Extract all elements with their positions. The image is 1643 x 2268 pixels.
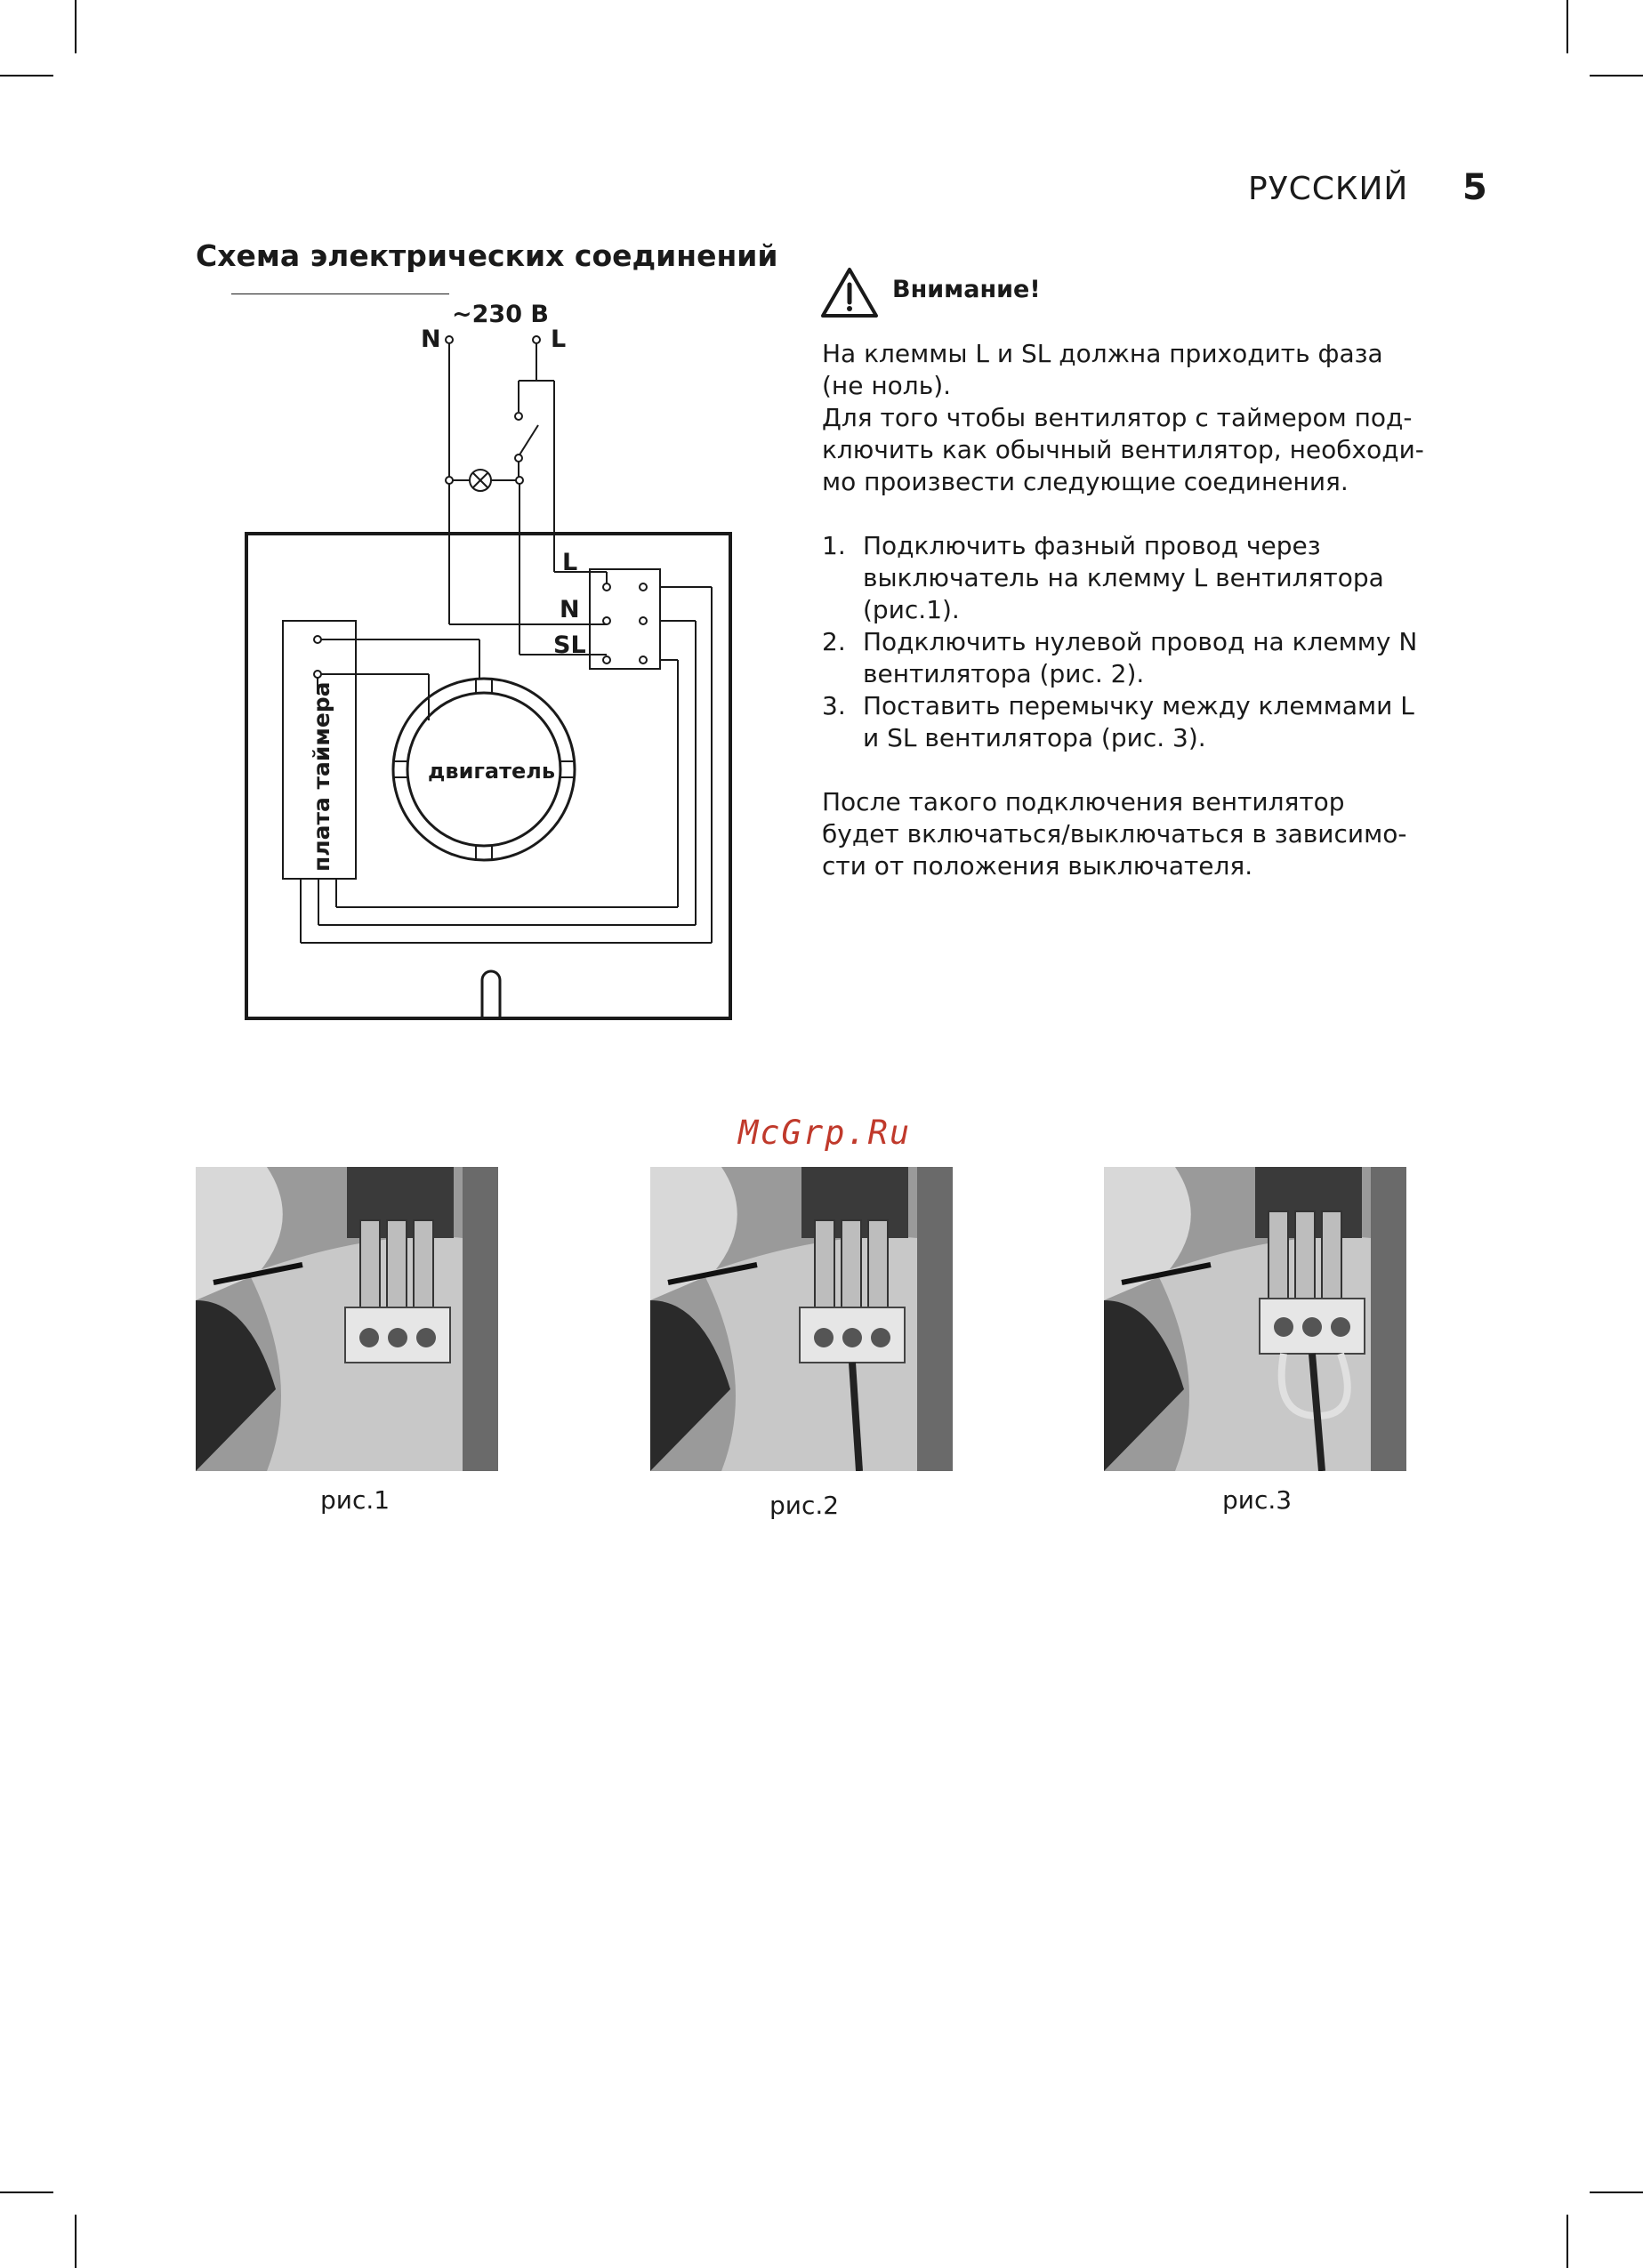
step-line: и SL вентилятора (рис. 3). bbox=[863, 723, 1206, 752]
photo-figure-1 bbox=[196, 1167, 498, 1471]
terminal-sl-label: SL bbox=[553, 631, 586, 659]
figure-caption: рис.3 bbox=[1222, 1485, 1293, 1515]
page-number: 5 bbox=[1462, 167, 1487, 208]
wiring-diagram bbox=[231, 294, 747, 1032]
warning-line: (не ноль). bbox=[822, 371, 952, 400]
conclusion-line: После такого подключения вентилятор bbox=[822, 787, 1345, 816]
section-title: Схема электрических соединений bbox=[196, 238, 778, 273]
crop-mark bbox=[75, 2215, 77, 2268]
step-line: вентилятора (рис. 2). bbox=[863, 659, 1145, 688]
photo-figure-3 bbox=[1104, 1167, 1406, 1471]
crop-mark bbox=[1566, 2215, 1568, 2268]
step-line: Поставить перемычку между клеммами L bbox=[863, 691, 1414, 720]
voltage-label: ~230 В bbox=[452, 301, 549, 328]
supply-n-label: N bbox=[421, 326, 441, 353]
conclusion-line: сти от положения выключателя. bbox=[822, 851, 1253, 881]
figure-caption: рис.2 bbox=[769, 1491, 840, 1520]
step-line: выключатель на клемму L вентилятора bbox=[863, 563, 1384, 592]
step-line: Подключить фазный провод через bbox=[863, 531, 1321, 560]
watermark: McGrp.Ru bbox=[738, 1114, 912, 1152]
warning-line: мо произвести следующие соединения. bbox=[822, 467, 1349, 496]
step-number: 2. bbox=[822, 627, 846, 656]
timer-board-label: плата таймера bbox=[309, 681, 334, 872]
crop-mark bbox=[75, 0, 77, 53]
crop-mark bbox=[0, 2192, 53, 2193]
warning-line: ключить как обычный вентилятор, необходи- bbox=[822, 435, 1424, 464]
crop-mark bbox=[1590, 75, 1643, 76]
photo-figure-2 bbox=[650, 1167, 953, 1471]
figure-caption: рис.1 bbox=[320, 1485, 391, 1515]
step-line: Подключить нулевой провод на клемму N bbox=[863, 627, 1418, 656]
step-number: 3. bbox=[822, 691, 846, 720]
warning-title: Внимание! bbox=[892, 276, 1041, 303]
crop-mark bbox=[0, 75, 53, 76]
crop-mark bbox=[1566, 0, 1568, 53]
warning-icon bbox=[820, 267, 879, 318]
supply-l-label: L bbox=[551, 326, 567, 353]
motor-label: двигатель bbox=[428, 759, 556, 784]
terminal-l-label: L bbox=[562, 549, 578, 576]
crop-mark bbox=[1590, 2192, 1643, 2193]
conclusion-line: будет включаться/выключаться в зависимо- bbox=[822, 819, 1407, 848]
step-line: (рис.1). bbox=[863, 595, 960, 624]
warning-line: Для того чтобы вентилятор с таймером под- bbox=[822, 403, 1413, 432]
terminal-n-label: N bbox=[560, 596, 580, 623]
header-language: РУССКИЙ bbox=[1248, 171, 1409, 207]
warning-line: На клеммы L и SL должна приходить фаза bbox=[822, 339, 1383, 368]
step-number: 1. bbox=[822, 531, 846, 560]
